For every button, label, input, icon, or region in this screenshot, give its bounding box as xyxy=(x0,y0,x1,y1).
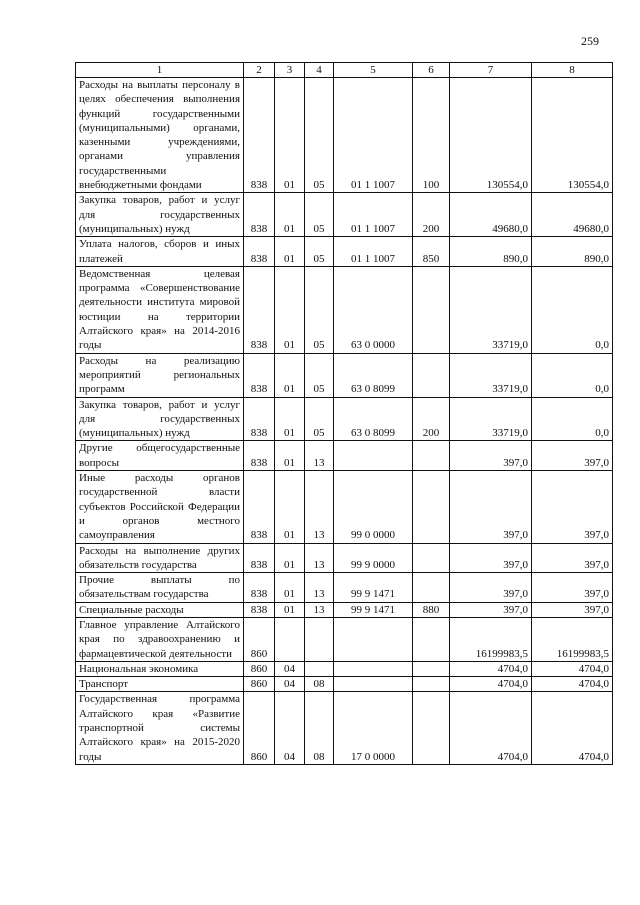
table-row xyxy=(76,692,613,764)
row-name-cell: Главное управление Алтайского края по здравоохранению и фармацевтической деятельности xyxy=(76,617,244,661)
ministry-code-cell: 860 xyxy=(244,661,275,676)
column-header: 6 xyxy=(413,63,450,78)
target-article-cell: 99 9 1471 xyxy=(334,573,413,603)
section-cell: 01 xyxy=(275,543,305,573)
target-article-cell xyxy=(334,661,413,676)
column-header: 1 xyxy=(76,63,244,78)
expense-type-cell xyxy=(413,692,450,764)
section-cell: 01 xyxy=(275,573,305,603)
sum-2016-cell: 397,0 xyxy=(450,543,532,573)
sum-2016-cell: 397,0 xyxy=(450,441,532,471)
section-cell: 01 xyxy=(275,441,305,471)
sum-2017-cell: 397,0 xyxy=(532,573,613,603)
sum-2017-cell: 0,0 xyxy=(532,266,613,353)
table-row xyxy=(76,266,613,353)
subsection-cell: 13 xyxy=(305,543,334,573)
target-article-cell: 99 9 1471 xyxy=(334,602,413,617)
section-cell: 01 xyxy=(275,471,305,543)
ministry-code-cell: 838 xyxy=(244,602,275,617)
sum-2017-cell: 4704,0 xyxy=(532,677,613,692)
sum-2017-cell: 4704,0 xyxy=(532,692,613,764)
column-header: 4 xyxy=(305,63,334,78)
subsection-cell: 05 xyxy=(305,237,334,267)
table-row xyxy=(76,193,613,237)
row-name-cell: Расходы на выполнение других обязательств государства xyxy=(76,543,244,573)
sum-2016-cell: 33719,0 xyxy=(450,266,532,353)
subsection-cell: 08 xyxy=(305,692,334,764)
ministry-code-cell: 860 xyxy=(244,617,275,661)
sum-2016-cell: 130554,0 xyxy=(450,78,532,193)
ministry-code-cell: 838 xyxy=(244,441,275,471)
target-article-cell: 01 1 1007 xyxy=(334,78,413,193)
sum-2017-cell: 0,0 xyxy=(532,353,613,397)
ministry-code-cell: 838 xyxy=(244,543,275,573)
expense-type-cell xyxy=(413,677,450,692)
row-name-cell: Ведомственная целевая программа «Совершенствование деятельности института мировой юстиции на территории Алтайского края» на 2014-2016 годы xyxy=(76,266,244,353)
target-article-cell: 01 1 1007 xyxy=(334,237,413,267)
table-row xyxy=(76,602,613,617)
target-article-cell: 01 1 1007 xyxy=(334,193,413,237)
target-article-cell: 17 0 0000 xyxy=(334,692,413,764)
ministry-code-cell: 838 xyxy=(244,78,275,193)
sum-2016-cell: 33719,0 xyxy=(450,397,532,441)
sum-2017-cell: 397,0 xyxy=(532,543,613,573)
section-cell: 01 xyxy=(275,397,305,441)
subsection-cell: 13 xyxy=(305,573,334,603)
section-cell: 01 xyxy=(275,602,305,617)
ministry-code-cell: 860 xyxy=(244,677,275,692)
row-name-cell: Уплата налогов, сборов и иных платежей xyxy=(76,237,244,267)
subsection-cell: 08 xyxy=(305,677,334,692)
subsection-cell xyxy=(305,617,334,661)
row-name-cell: Национальная экономика xyxy=(76,661,244,676)
sum-2016-cell: 16199983,5 xyxy=(450,617,532,661)
sum-2017-cell: 0,0 xyxy=(532,397,613,441)
table-row xyxy=(76,397,613,441)
ministry-code-cell: 838 xyxy=(244,397,275,441)
ministry-code-cell: 838 xyxy=(244,471,275,543)
section-cell: 04 xyxy=(275,677,305,692)
ministry-code-cell: 838 xyxy=(244,193,275,237)
section-cell: 01 xyxy=(275,78,305,193)
column-header: 8 xyxy=(532,63,613,78)
ministry-code-cell: 838 xyxy=(244,237,275,267)
row-name-cell: Прочие выплаты по обязательствам государства xyxy=(76,573,244,603)
expense-type-cell: 200 xyxy=(413,193,450,237)
table-row xyxy=(76,237,613,267)
subsection-cell: 05 xyxy=(305,193,334,237)
sum-2017-cell: 16199983,5 xyxy=(532,617,613,661)
section-cell: 01 xyxy=(275,237,305,267)
row-name-cell: Государственная программа Алтайского края «Развитие транспортной системы Алтайского края» на 2015-2020 годы xyxy=(76,692,244,764)
sum-2017-cell: 4704,0 xyxy=(532,661,613,676)
section-cell: 04 xyxy=(275,692,305,764)
expense-type-cell: 100 xyxy=(413,78,450,193)
row-name-cell: Закупка товаров, работ и услуг для государственных (муниципальных) нужд xyxy=(76,397,244,441)
section-cell xyxy=(275,617,305,661)
expense-type-cell xyxy=(413,543,450,573)
target-article-cell xyxy=(334,677,413,692)
target-article-cell xyxy=(334,441,413,471)
subsection-cell: 13 xyxy=(305,471,334,543)
target-article-cell xyxy=(334,617,413,661)
subsection-cell: 13 xyxy=(305,602,334,617)
row-name-cell: Закупка товаров, работ и услуг для государственных (муниципальных) нужд xyxy=(76,193,244,237)
subsection-cell: 05 xyxy=(305,397,334,441)
column-header: 2 xyxy=(244,63,275,78)
expense-type-cell xyxy=(413,617,450,661)
expense-type-cell xyxy=(413,661,450,676)
table-row xyxy=(76,78,613,193)
table-row xyxy=(76,661,613,676)
column-header: 3 xyxy=(275,63,305,78)
section-cell: 01 xyxy=(275,353,305,397)
ministry-code-cell: 838 xyxy=(244,573,275,603)
sum-2016-cell: 397,0 xyxy=(450,471,532,543)
sum-2017-cell: 397,0 xyxy=(532,471,613,543)
expense-type-cell xyxy=(413,353,450,397)
expense-type-cell: 200 xyxy=(413,397,450,441)
column-header: 7 xyxy=(450,63,532,78)
ministry-code-cell: 838 xyxy=(244,353,275,397)
subsection-cell: 13 xyxy=(305,441,334,471)
row-name-cell: Расходы на выплаты персоналу в целях обеспечения выполнения функций государственными (муниципальными) органами, казенными учреждениями, органами управления государственными внебюджетными фондами xyxy=(76,78,244,193)
sum-2017-cell: 890,0 xyxy=(532,237,613,267)
table-row xyxy=(76,573,613,603)
target-article-cell: 63 0 8099 xyxy=(334,397,413,441)
subsection-cell xyxy=(305,661,334,676)
row-name-cell: Расходы на реализацию мероприятий региональных программ xyxy=(76,353,244,397)
row-name-cell: Иные расходы органов государственной власти субъектов Российской Федерации и органов местного самоуправления xyxy=(76,471,244,543)
sum-2016-cell: 890,0 xyxy=(450,237,532,267)
expense-type-cell: 880 xyxy=(413,602,450,617)
table-body xyxy=(76,78,613,765)
sum-2017-cell: 397,0 xyxy=(532,602,613,617)
expense-type-cell xyxy=(413,573,450,603)
expense-type-cell xyxy=(413,471,450,543)
section-cell: 01 xyxy=(275,193,305,237)
row-name-cell: Другие общегосударственные вопросы xyxy=(76,441,244,471)
target-article-cell: 63 0 0000 xyxy=(334,266,413,353)
page-number: 259 xyxy=(581,34,599,48)
table-row xyxy=(76,617,613,661)
expense-type-cell xyxy=(413,266,450,353)
subsection-cell: 05 xyxy=(305,266,334,353)
section-cell: 04 xyxy=(275,661,305,676)
ministry-code-cell: 838 xyxy=(244,266,275,353)
subsection-cell: 05 xyxy=(305,353,334,397)
ministry-code-cell: 860 xyxy=(244,692,275,764)
target-article-cell: 99 9 0000 xyxy=(334,543,413,573)
sum-2016-cell: 4704,0 xyxy=(450,661,532,676)
header-row xyxy=(76,63,613,78)
sum-2016-cell: 397,0 xyxy=(450,602,532,617)
budget-table xyxy=(75,62,613,765)
table-row xyxy=(76,441,613,471)
section-cell: 01 xyxy=(275,266,305,353)
sum-2017-cell: 49680,0 xyxy=(532,193,613,237)
sum-2016-cell: 397,0 xyxy=(450,573,532,603)
table-row xyxy=(76,353,613,397)
expense-type-cell: 850 xyxy=(413,237,450,267)
sum-2016-cell: 4704,0 xyxy=(450,677,532,692)
column-header: 5 xyxy=(334,63,413,78)
sum-2016-cell: 33719,0 xyxy=(450,353,532,397)
sum-2016-cell: 49680,0 xyxy=(450,193,532,237)
subsection-cell: 05 xyxy=(305,78,334,193)
sum-2017-cell: 397,0 xyxy=(532,441,613,471)
table-row xyxy=(76,471,613,543)
expense-type-cell xyxy=(413,441,450,471)
row-name-cell: Специальные расходы xyxy=(76,602,244,617)
table-row xyxy=(76,677,613,692)
sum-2017-cell: 130554,0 xyxy=(532,78,613,193)
target-article-cell: 63 0 8099 xyxy=(334,353,413,397)
row-name-cell: Транспорт xyxy=(76,677,244,692)
target-article-cell: 99 0 0000 xyxy=(334,471,413,543)
sum-2016-cell: 4704,0 xyxy=(450,692,532,764)
table-row xyxy=(76,543,613,573)
